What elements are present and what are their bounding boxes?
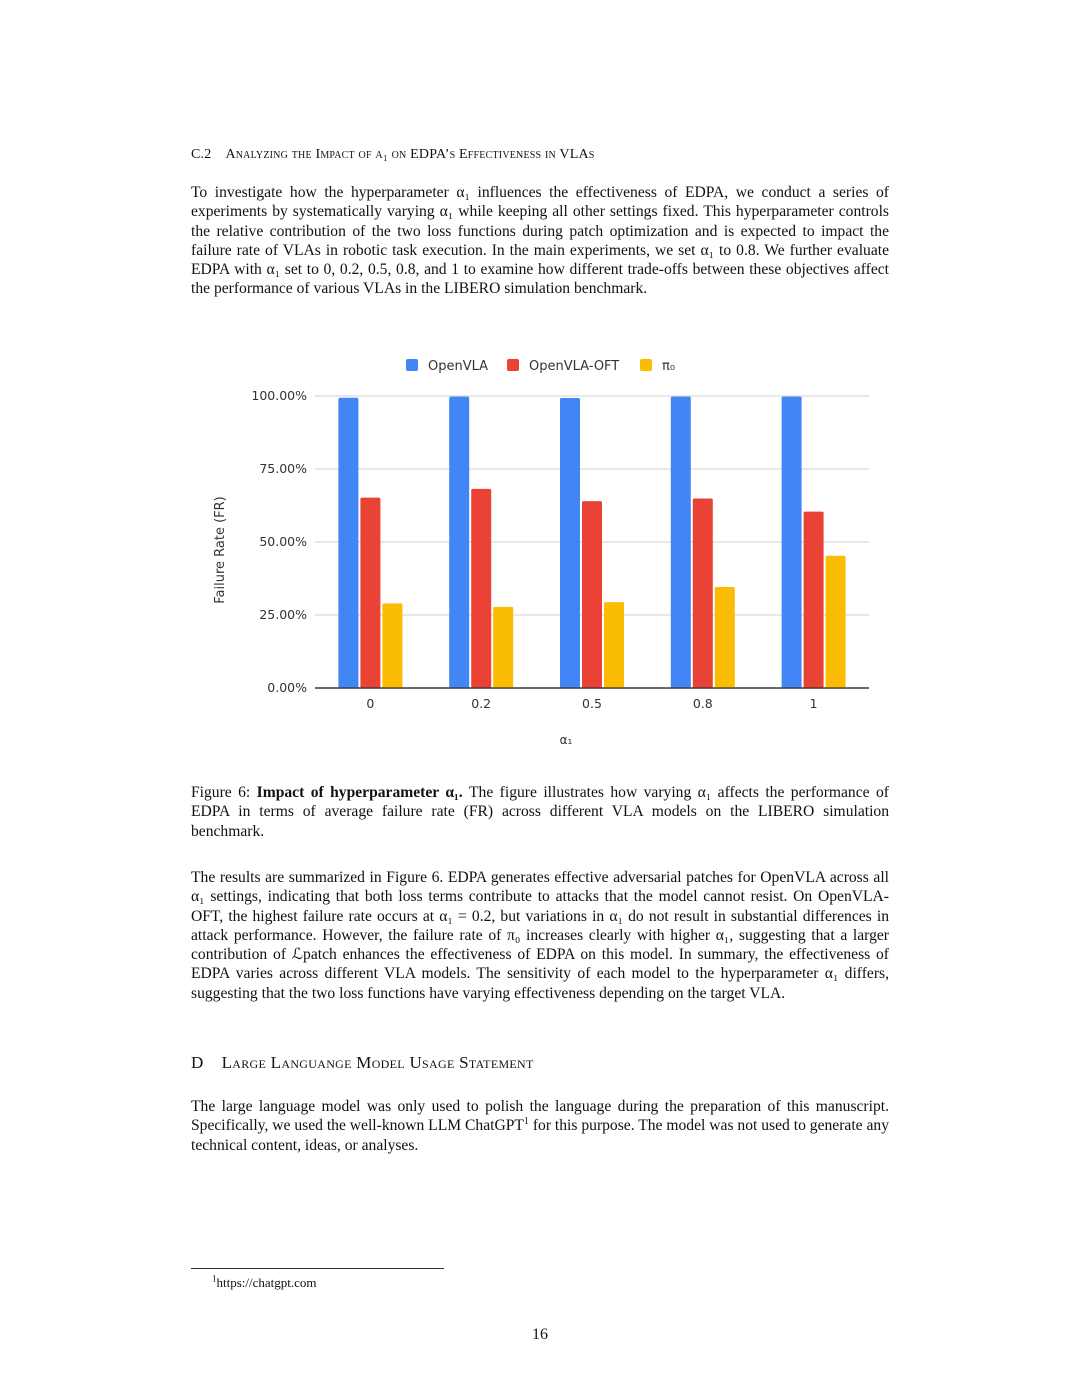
y-tick-label: 0.00% [267,680,307,695]
bar [804,512,824,688]
footnote-link[interactable]: https://chatgpt.com [216,1275,317,1290]
x-tick-label: 0.2 [471,696,492,711]
bar [338,398,358,688]
legend-swatch [507,359,519,371]
bar [604,602,624,688]
bar [493,607,513,688]
figure-caption-text: The figure illustrates how varying α₁ affects the performance of EDPA in terms of average failure rate (FR) across different VLA models on the LIBERO simulation benchmark. [191,784,889,840]
y-axis-label: Failure Rate (FR) [213,496,228,604]
y-tick-label: 75.00% [259,461,307,476]
section-d-number: D [191,1053,204,1072]
results-paragraph: The results are summarized in Figure 6. EDPA generates effective adversarial patches for OpenVLA across all α₁ settings, indicating that both loss terms contribute to attacks that the model cannot resist. On OpenVLA-OFT, the highest failure rate occurs at α₁ = 0.2, but variations in α₁ do not result in substantial differences in attack performance. However, the failure rate of π₀ increases clearly with higher α₁, suggesting that a larger contribution of ℒpatch enhances the effectiveness of EDPA on this model. In summary, the effectiveness of EDPA varies across different VLA models. The sensitivity of each model to the hyperparameter α₁ differs, suggesting that the two loss functions have varying effectiveness depending on the target VLA. [191,869,889,1002]
x-tick-label: 0.8 [692,696,713,711]
llm-usage-paragraph [191,1097,889,1155]
failure-rate-bar-chart [205,347,875,747]
section-d-heading [191,1053,889,1073]
bar [582,501,602,688]
footnote-rule [191,1268,444,1269]
legend-swatch [640,359,652,371]
bar [671,397,691,688]
figure-caption-label: Figure 6: [191,784,251,801]
bar [693,498,713,688]
figure-caption-bold: Impact of hyperparameter α₁. [256,784,463,801]
footnote-marker: 1 [523,1116,529,1128]
legend-label: π₀ [662,359,676,374]
y-tick-label: 25.00% [259,607,307,622]
section-d-title: Large Languange Model Usage Statement [221,1053,534,1072]
intro-paragraph: To investigate how the hyperparameter α₁ influences the effectiveness of EDPA, we conduct a series of experiments by systematically varying α₁ while keeping all other settings fixed. This hyperparameter controls the relative contribution of the two loss functions during patch optimization and is expected to impact the failure rate of VLAs in robotic task execution. In the main experiments, we set α₁ to 0.8. We further evaluate EDPA with α₁ set to 0, 0.2, 0.5, 0.8, and 1 to examine how different trade-offs between these objectives affect the performance of various VLAs in the LIBERO simulation benchmark. [191,184,889,298]
llm-paragraph-after: for this purpose. The model was not used to generate any technical content, ideas, or analyses. [191,1117,889,1154]
bar [449,397,469,688]
bar [360,498,380,688]
bar [560,398,580,688]
legend-label: OpenVLA [428,359,489,374]
bar [382,603,402,688]
x-tick-label: 0 [366,696,375,711]
y-tick-label: 100.00% [251,388,307,403]
section-c2-heading [191,147,889,163]
x-tick-label: 0.5 [582,696,602,711]
figure-caption [191,783,889,841]
bar [782,397,802,688]
x-axis-label: α₁ [559,733,573,747]
llm-paragraph-before: The large language model was only used to polish the language during the preparation of this manuscript. Specifically, we used the well-known LLM ChatGPT [191,1098,889,1135]
page-number: 16 [532,1326,548,1343]
legend-swatch [406,359,418,371]
footnote [212,1275,317,1291]
section-c2-number: C.2 [191,147,212,162]
legend-label: OpenVLA-OFT [529,359,620,374]
x-tick-label: 1 [809,696,818,711]
bar [715,587,735,688]
bar [826,556,846,688]
section-c2-title: Analyzing the Impact of α₁ on EDPA’s Effectiveness in VLAs [225,147,595,162]
bar [471,489,491,688]
footnote-number: 1 [212,1273,217,1284]
y-tick-label: 50.00% [259,534,307,549]
